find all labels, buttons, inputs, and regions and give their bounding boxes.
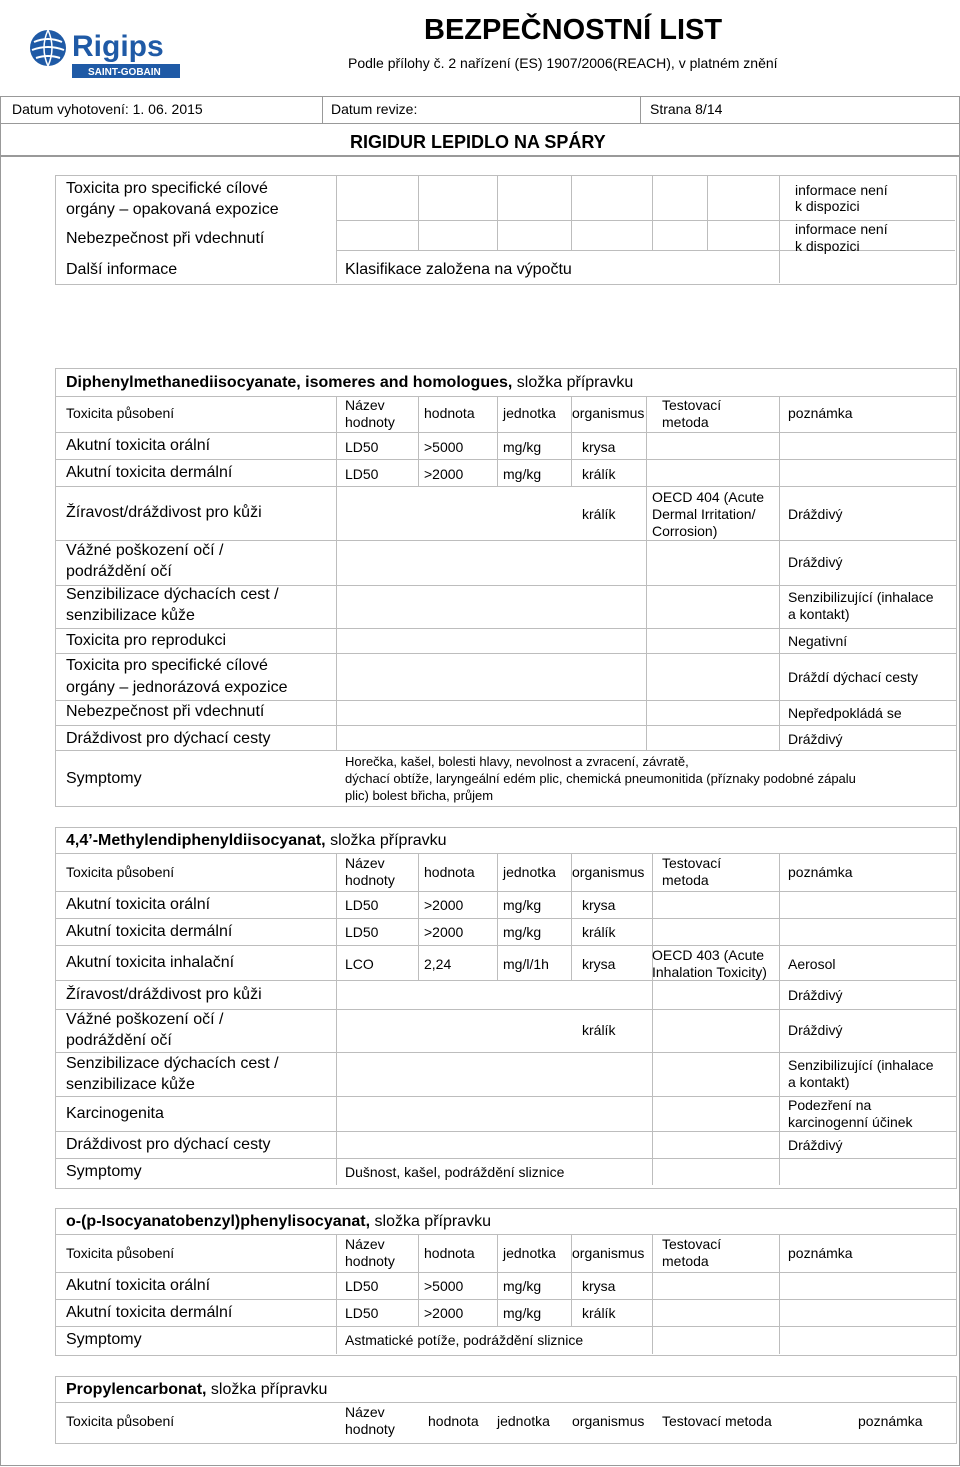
cell: Nepředpokládá se: [788, 705, 902, 721]
col-jednotka: jednotka: [503, 1245, 556, 1261]
row-label: senzibilizace kůže: [66, 607, 195, 624]
col-toxicita: Toxicita působení: [66, 405, 175, 421]
cell: Negativní: [788, 633, 848, 649]
row-label: Akutní toxicita orální: [66, 896, 211, 913]
row-label: Nebezpečnost při vdechnutí: [66, 703, 265, 720]
row-label: Symptomy: [66, 770, 142, 787]
note: k dispozici: [795, 238, 860, 254]
cell: králík: [582, 924, 616, 940]
col-organismus: organismus: [572, 864, 645, 880]
logo-sub: SAINT-GOBAIN: [88, 67, 161, 78]
row-label: Žíravost/dráždivost pro kůži: [66, 986, 262, 1003]
col-metoda: metoda: [662, 1253, 709, 1269]
cell: Dráždivý: [788, 506, 843, 522]
row-label: Akutní toxicita orální: [66, 437, 211, 454]
cell: mg/kg: [503, 466, 542, 482]
cell: >2000: [424, 897, 464, 913]
page-number: Strana 8/14: [650, 101, 723, 117]
rigips-logo: [26, 18, 186, 82]
row-label: Symptomy: [66, 1331, 142, 1348]
cell: mg/l/1h: [503, 956, 549, 972]
cell: králík: [582, 466, 616, 482]
row-label: podráždění očí: [66, 1032, 172, 1049]
col-toxicita: Toxicita působení: [66, 864, 175, 880]
cell: Astmatické potíže, podráždění sliznice: [345, 1332, 584, 1348]
cell: OECD 404 (Acute: [652, 489, 765, 505]
row-label: Symptomy: [66, 1163, 142, 1180]
cell: karcinogenní účinek: [788, 1114, 913, 1130]
cell: Dráždí dýchací cesty: [788, 669, 918, 685]
cell: LD50: [345, 897, 379, 913]
row-value: Klasifikace založena na výpočtu: [345, 261, 572, 278]
cell: krysa: [582, 1278, 616, 1294]
row-label: Nebezpečnost při vdechnutí: [66, 230, 265, 247]
cell: krysa: [582, 439, 616, 455]
row-label: Senzibilizace dýchacích cest /: [66, 1055, 279, 1072]
cell: OECD 403 (Acute: [652, 947, 765, 963]
row-label: podráždění očí: [66, 563, 172, 580]
col-nazev: Název: [345, 1236, 385, 1252]
col-nazev: Název: [345, 855, 385, 871]
cell: mg/kg: [503, 897, 542, 913]
col-jednotka: jednotka: [503, 405, 556, 421]
cell: krysa: [582, 956, 616, 972]
cell: LD50: [345, 466, 379, 482]
revision-date: Datum revize:: [331, 101, 418, 117]
col-poznamka: poznámka: [788, 405, 853, 421]
col-jednotka: jednotka: [503, 864, 556, 880]
row-label: Vážné poškození očí /: [66, 1011, 224, 1028]
col-hodnota: hodnota: [424, 405, 475, 421]
col-poznamka: poznámka: [858, 1413, 923, 1429]
col-poznamka: poznámka: [788, 864, 853, 880]
col-hodnota: hodnota: [428, 1413, 479, 1429]
col-toxicita: Toxicita působení: [66, 1413, 175, 1429]
col-toxicita: Toxicita působení: [66, 1245, 175, 1261]
cell: Senzibilizující (inhalace: [788, 1057, 934, 1073]
cell: mg/kg: [503, 1278, 542, 1294]
cell: Horečka, kašel, bolesti hlavy, nevolnost a zvracení, závratě,: [345, 754, 689, 769]
cell: mg/kg: [503, 924, 542, 940]
row-label: orgány – opakovaná expozice: [66, 201, 279, 218]
row-label: Toxicita pro reprodukci: [66, 632, 227, 649]
row-label: Další informace: [66, 261, 178, 278]
col-poznamka: poznámka: [788, 1245, 853, 1261]
col-metoda: metoda: [662, 414, 709, 430]
row-label: orgány – jednorázová expozice: [66, 679, 288, 696]
cell: Dráždivý: [788, 1137, 843, 1153]
row-label: Senzibilizace dýchacích cest /: [66, 586, 279, 603]
col-metoda: Testovací: [662, 397, 722, 413]
col-hodnota: hodnota: [424, 864, 475, 880]
cell: LCO: [345, 956, 374, 972]
col-nazev: hodnoty: [345, 1253, 395, 1269]
cell: a kontakt): [788, 606, 850, 622]
cell: Senzibilizující (inhalace: [788, 589, 934, 605]
cell: Dušnost, kašel, podráždění sliznice: [345, 1164, 565, 1180]
row-label: Toxicita pro specifické cílové: [66, 657, 268, 674]
row-label: Karcinogenita: [66, 1105, 164, 1122]
col-nazev: hodnoty: [345, 872, 395, 888]
col-metoda: Testovací: [662, 855, 722, 871]
row-label: Akutní toxicita dermální: [66, 464, 233, 481]
cell: Podezření na: [788, 1097, 872, 1113]
cell: LD50: [345, 1305, 379, 1321]
cell: králík: [582, 1022, 616, 1038]
cell: mg/kg: [503, 1305, 542, 1321]
cell: Dráždivý: [788, 554, 843, 570]
cell: Dráždivý: [788, 987, 843, 1003]
cell: LD50: [345, 1278, 379, 1294]
cell: LD50: [345, 439, 379, 455]
cell: Inhalation Toxicity): [652, 964, 767, 980]
col-organismus: organismus: [572, 405, 645, 421]
col-organismus: organismus: [572, 1413, 645, 1429]
cell: >2000: [424, 466, 464, 482]
cell: >5000: [424, 1278, 464, 1294]
product-name: RIGIDUR LEPIDLO NA SPÁRY: [350, 132, 606, 152]
doc-subtitle: Podle přílohy č. 2 nařízení (ES) 1907/2006(REACH), v platném znění: [348, 55, 778, 71]
row-label: Žíravost/dráždivost pro kůži: [66, 504, 262, 521]
col-metoda: metoda: [662, 872, 709, 888]
logo-text: Rigips: [72, 30, 164, 63]
row-label: senzibilizace kůže: [66, 1076, 195, 1093]
row-label: Akutní toxicita dermální: [66, 923, 233, 940]
row-label: Dráždivost pro dýchací cesty: [66, 1136, 271, 1153]
row-label: Toxicita pro specifické cílové: [66, 180, 268, 197]
col-metoda: Testovací: [662, 1236, 722, 1252]
row-label: Dráždivost pro dýchací cesty: [66, 730, 271, 747]
section-2-table: [55, 827, 957, 1189]
col-hodnota: hodnota: [424, 1245, 475, 1261]
section-title: 4,4’-Methylendiphenyldiisocyanat, složka přípravku: [66, 832, 447, 849]
note: informace není: [795, 182, 888, 198]
section-title: Diphenylmethanediisocyanate, isomeres and homologues, složka přípravku: [66, 374, 634, 391]
section-title: o-(p-Isocyanatobenzyl)phenylisocyanat, složka přípravku: [66, 1213, 491, 1230]
col-nazev: hodnoty: [345, 1421, 395, 1437]
note: k dispozici: [795, 198, 860, 214]
col-nazev: hodnoty: [345, 414, 395, 430]
cell: >2000: [424, 1305, 464, 1321]
col-metoda: Testovací metoda: [662, 1413, 772, 1429]
doc-title: BEZPEČNOSTNÍ LIST: [424, 14, 723, 46]
note: informace není: [795, 221, 888, 237]
col-jednotka: jednotka: [497, 1413, 550, 1429]
col-nazev: Název: [345, 1404, 385, 1420]
cell: Dráždivý: [788, 731, 843, 747]
cell: Aerosol: [788, 956, 836, 972]
cell: králík: [582, 1305, 616, 1321]
cell: LD50: [345, 924, 379, 940]
cell: Corrosion): [652, 523, 718, 539]
cell: 2,24: [424, 956, 452, 972]
row-label: Akutní toxicita orální: [66, 1277, 211, 1294]
cell: >5000: [424, 439, 464, 455]
cell: dýchací obtíže, laryngeální edém plic, chemická pneumonitida (příznaky podobné zápalu: [345, 771, 856, 786]
col-nazev: Název: [345, 397, 385, 413]
cell: králík: [582, 506, 616, 522]
cell: Dermal Irritation/: [652, 506, 756, 522]
row-label: Akutní toxicita dermální: [66, 1304, 233, 1321]
cell: mg/kg: [503, 439, 542, 455]
cell: a kontakt): [788, 1074, 850, 1090]
cell: krysa: [582, 897, 616, 913]
row-label: Vážné poškození očí /: [66, 542, 224, 559]
creation-date: Datum vyhotovení: 1. 06. 2015: [12, 101, 203, 117]
cell: Dráždivý: [788, 1022, 843, 1038]
row-label: Akutní toxicita inhalační: [66, 954, 235, 971]
section-title: Propylencarbonat, složka přípravku: [66, 1381, 328, 1398]
cell: plic) bolest břicha, průjem: [345, 788, 494, 803]
col-organismus: organismus: [572, 1245, 645, 1261]
cell: >2000: [424, 924, 464, 940]
